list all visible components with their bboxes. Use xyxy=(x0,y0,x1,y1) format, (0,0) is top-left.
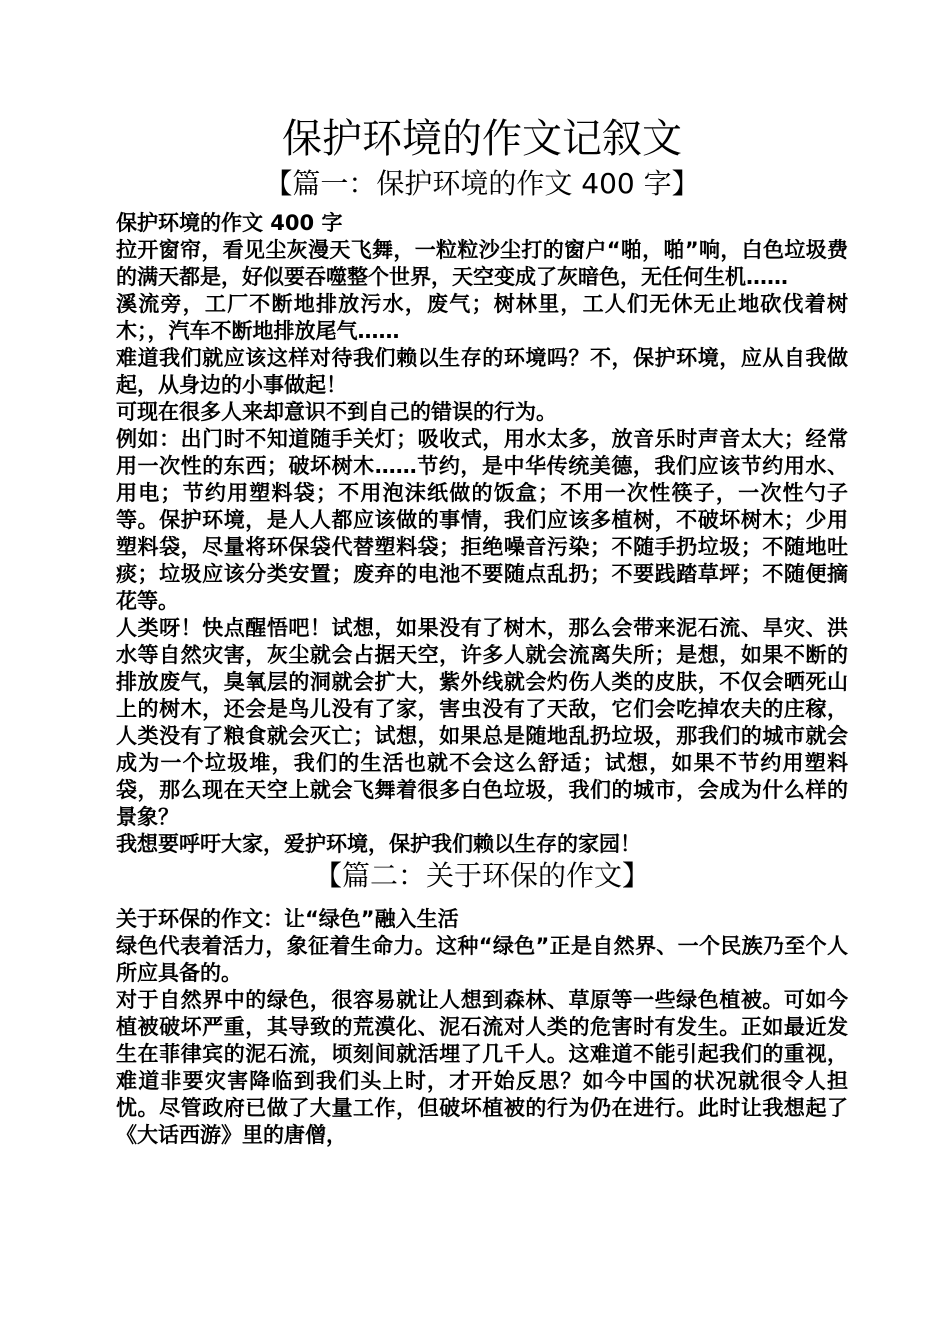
section-1-paragraph-5: 可现在很多人来却意识不到自己的错误的行为。 xyxy=(116,400,557,424)
section-2-heading: 【篇二：关于环保的作文】 xyxy=(313,859,650,892)
section-1-body xyxy=(116,210,848,858)
document-title: 保护环境的作文记叙文 xyxy=(282,116,682,162)
section-1-paragraph-6: 例如：出门时不知道随手关灯；吸收式，用水太多，放音乐时声音太大；经常用一次性的东西；破坏树木……节约，是中华传统美德，我们应该节约用水、用电；节约用塑料袋；不用泡沫纸做的饭盒；不用一次性筷子，一次性勺子等。保护环境，是人人都应该做的事情，我们应该多植树，不破坏树木；少用塑料袋，尽量将环保袋代替塑料袋；拒绝噪音污染；不随手扔垃圾；不随地吐痰；垃圾应该分类安置；废弃的电池不要随点乱扔；不要践踏草坪；不随便摘花等。 xyxy=(116,427,848,613)
section-1-paragraph-8: 我想要呼吁大家，爱护环境，保护我们赖以生存的家园！ xyxy=(116,832,641,856)
section-2-paragraph-2: 绿色代表着活力，象征着生命力。这种“绿色”正是自然界、一个民族乃至个人所应具备的。 xyxy=(116,934,848,985)
section-1-paragraph-2: 拉开窗帘，看见尘灰漫天飞舞，一粒粒沙尘打的窗户“啪，啪”响，白色垃圾费的满天都是，好似要吞噬整个世界，天空变成了灰暗色，无任何生机…… xyxy=(116,238,848,289)
section-2-paragraph-1: 关于环保的作文：让“绿色”融入生活 xyxy=(116,907,459,931)
section-1-paragraph-3: 溪流旁，工厂不断地排放污水，废气；树林里，工人们无休无止地砍伐着树木；，汽车不断地排放尾气…… xyxy=(116,292,848,343)
section-1-paragraph-1: 保护环境的作文 400 字 xyxy=(116,211,343,235)
section-2-paragraph-3: 对于自然界中的绿色，很容易就让人想到森林、草原等一些绿色植被。可如今植被破坏严重，其导致的荒漠化、泥石流对人类的危害时有发生。正如最近发生在菲律宾的泥石流，顷刻间就活埋了几千人。这难道不能引起我们的重视，难道非要灾害降临到我们头上时，才开始反思？如今中国的状况就很令人担忧。尽管政府已做了大量工作，但破坏植被的行为仍在进行。此时让我想起了《大话西游》里的唐僧， xyxy=(116,988,848,1147)
section-1-paragraph-7: 人类呀！快点醒悟吧！试想，如果没有了树木，那么会带来泥石流、旱灾、洪水等自然灾害，灰尘就会占据天空，许多人就会流离失所；是想，如果不断的排放废气，臭氧层的洞就会扩大，紫外线就会灼伤人类的皮肤，不仅会晒死山上的树木，还会是鸟儿没有了家，害虫没有了天敌，它们会吃掉农夫的庄稼，人类没有了粮食就会灭亡；试想，如果总是随地乱扔垃圾，那我们的城市就会成为一个垃圾堆，我们的生活也就不会这么舒适；试想，如果不节约用塑料袋，那么现在天空上就会飞舞着很多白色垃圾，我们的城市，会成为什么样的景象？ xyxy=(116,616,848,829)
section-1-paragraph-4: 难道我们就应该这样对待我们赖以生存的环境吗？不，保护环境，应从自我做起，从身边的小事做起！ xyxy=(116,346,848,397)
document-page xyxy=(116,112,848,1149)
section-1-heading: 【篇一：保护环境的作文 400 字】 xyxy=(264,167,700,200)
section-2-body xyxy=(116,906,848,1149)
